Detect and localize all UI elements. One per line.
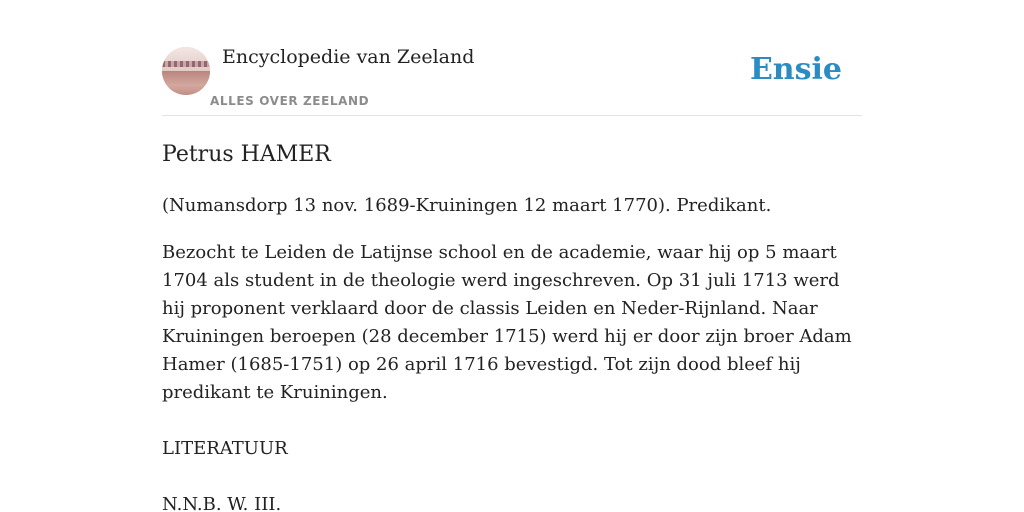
literature-heading: LITERATUUR	[162, 438, 288, 459]
site-avatar[interactable]	[162, 47, 210, 95]
site-header	[162, 44, 862, 116]
article-title: Petrus HAMER	[162, 142, 331, 167]
avatar-image-top	[162, 47, 210, 71]
article-intro: (Numansdorp 13 nov. 1689-Kruiningen 12 maart 1770). Predikant.	[162, 195, 772, 216]
avatar-image-bottom	[162, 71, 210, 95]
avatar-image-band	[162, 61, 210, 67]
literature-reference: N.N.B. W. III.	[162, 494, 282, 512]
article-content	[162, 140, 862, 512]
brand-logo[interactable]: Ensie	[749, 52, 842, 87]
site-tagline: ALLES OVER ZEELAND	[210, 94, 370, 108]
site-title[interactable]: Encyclopedie van Zeeland	[222, 46, 475, 68]
article-body: Bezocht te Leiden de Latijnse school en de academie, waar hij op 5 maart 1704 als student in de theologie werd ingeschreven. Op 31 juli 1713 werd hij proponent verklaard door de classis Leiden en Neder-Rijnland. Naar Kruiningen beroepen (28 december 1715) werd hij er door zijn broer Adam Hamer (1685-1751) op 26 april 1716 bevestigd. Tot zijn dood bleef hij predikant te Kruiningen.	[162, 242, 852, 403]
